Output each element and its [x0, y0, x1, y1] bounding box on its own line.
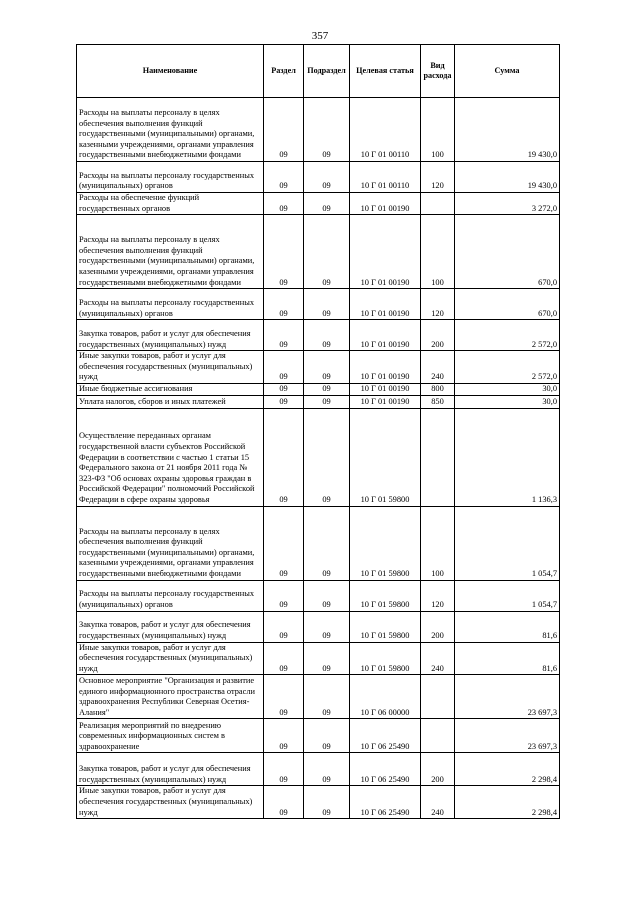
row-expense-type: 120	[421, 289, 455, 320]
row-amount: 2 572,0	[455, 351, 560, 384]
row-name: Иные бюджетные ассигнования	[77, 383, 264, 395]
row-amount: 23 697,3	[455, 719, 560, 753]
row-subsection: 09	[304, 675, 350, 719]
row-name: Иные закупки товаров, работ и услуг для обеспечения государственных (муниципальных) нужд	[77, 642, 264, 675]
row-expense-type: 100	[421, 98, 455, 162]
row-expense-type: 200	[421, 611, 455, 642]
row-amount: 30,0	[455, 383, 560, 395]
row-amount: 19 430,0	[455, 98, 560, 162]
row-name: Расходы на выплаты персоналу в целях обеспечения выполнения функций государственными (муниципальными) органами, казенными учреждениями, органами управления государственными внебюджетными фондами	[77, 98, 264, 162]
row-name: Расходы на выплаты персоналу государственных (муниципальных) органов	[77, 580, 264, 611]
row-subsection: 09	[304, 98, 350, 162]
row-subsection: 09	[304, 289, 350, 320]
row-section: 09	[264, 786, 304, 819]
row-expense-type	[421, 408, 455, 506]
table-row	[77, 289, 560, 320]
row-amount: 2 298,4	[455, 753, 560, 786]
table-row	[77, 506, 560, 580]
table-row	[77, 395, 560, 408]
row-target: 10 Г 01 59800	[350, 580, 421, 611]
row-subsection: 09	[304, 408, 350, 506]
row-section: 09	[264, 506, 304, 580]
table-row	[77, 719, 560, 753]
row-section: 09	[264, 215, 304, 289]
row-name: Расходы на выплаты персоналу в целях обеспечения выполнения функций государственными (муниципальными) органами, казенными учреждениями, органами управления государственными внебюджетными фондами	[77, 215, 264, 289]
row-subsection: 09	[304, 395, 350, 408]
row-expense-type: 120	[421, 162, 455, 193]
header-section: Раздел	[264, 45, 304, 98]
row-section: 09	[264, 289, 304, 320]
row-section: 09	[264, 675, 304, 719]
row-expense-type: 240	[421, 351, 455, 384]
page-number: 357	[311, 30, 329, 42]
row-target: 10 Г 06 00000	[350, 675, 421, 719]
row-name: Уплата налогов, сборов и иных платежей	[77, 395, 264, 408]
row-amount: 3 272,0	[455, 193, 560, 215]
row-target: 10 Г 01 00190	[350, 351, 421, 384]
table-row	[77, 351, 560, 384]
row-name: Основное мероприятие "Организация и развитие единого информационного пространства отрасли здравоохранения Республики Северная Осетия-Алания"	[77, 675, 264, 719]
row-subsection: 09	[304, 506, 350, 580]
row-expense-type: 240	[421, 642, 455, 675]
row-subsection: 09	[304, 215, 350, 289]
row-section: 09	[264, 719, 304, 753]
row-expense-type	[421, 193, 455, 215]
table-row	[77, 215, 560, 289]
row-expense-type	[421, 675, 455, 719]
header-subsection: Подраздел	[304, 45, 350, 98]
row-section: 09	[264, 351, 304, 384]
row-name: Расходы на выплаты персоналу государственных (муниципальных) органов	[77, 162, 264, 193]
row-subsection: 09	[304, 193, 350, 215]
row-section: 09	[264, 753, 304, 786]
row-section: 09	[264, 395, 304, 408]
table-row	[77, 383, 560, 395]
row-amount: 19 430,0	[455, 162, 560, 193]
table-row	[77, 408, 560, 506]
row-target: 10 Г 01 00110	[350, 162, 421, 193]
row-section: 09	[264, 611, 304, 642]
row-name: Иные закупки товаров, работ и услуг для обеспечения государственных (муниципальных) нужд	[77, 786, 264, 819]
header-expense-type: Вид расхода	[421, 45, 455, 98]
row-subsection: 09	[304, 719, 350, 753]
row-expense-type: 200	[421, 753, 455, 786]
row-name: Закупка товаров, работ и услуг для обеспечения государственных (муниципальных) нужд	[77, 753, 264, 786]
header-target: Целевая статья	[350, 45, 421, 98]
row-amount: 81,6	[455, 611, 560, 642]
row-subsection: 09	[304, 642, 350, 675]
row-target: 10 Г 01 59800	[350, 408, 421, 506]
row-section: 09	[264, 320, 304, 351]
row-amount: 1 136,3	[455, 408, 560, 506]
row-target: 10 Г 01 00190	[350, 289, 421, 320]
budget-table	[76, 44, 560, 819]
row-target: 10 Г 01 00190	[350, 215, 421, 289]
table-row	[77, 642, 560, 675]
row-amount: 1 054,7	[455, 506, 560, 580]
row-name: Осуществление переданных органам государственной власти субъектов Российской Федерации в соответствии с частью 1 статьи 15 Федерального закона от 21 ноября 2011 года № 323-ФЗ "Об основах охраны здоровья граждан в Российской Федерации" полномочий Российской Федерации в сфере охраны здоровья	[77, 408, 264, 506]
row-subsection: 09	[304, 611, 350, 642]
row-expense-type	[421, 719, 455, 753]
row-target: 10 Г 01 00190	[350, 193, 421, 215]
table-row	[77, 320, 560, 351]
row-name: Реализация мероприятий по внедрению современных информационных систем в здравоохранение	[77, 719, 264, 753]
row-section: 09	[264, 580, 304, 611]
table-row	[77, 786, 560, 819]
row-section: 09	[264, 642, 304, 675]
row-expense-type: 100	[421, 506, 455, 580]
row-subsection: 09	[304, 320, 350, 351]
table-row	[77, 580, 560, 611]
header-amount: Сумма	[455, 45, 560, 98]
row-expense-type: 800	[421, 383, 455, 395]
row-name: Иные закупки товаров, работ и услуг для обеспечения государственных (муниципальных) нужд	[77, 351, 264, 384]
row-name: Расходы на выплаты персоналу государственных (муниципальных) органов	[77, 289, 264, 320]
row-subsection: 09	[304, 383, 350, 395]
row-expense-type: 100	[421, 215, 455, 289]
row-target: 10 Г 01 59800	[350, 642, 421, 675]
row-amount: 670,0	[455, 215, 560, 289]
table-row	[77, 675, 560, 719]
row-section: 09	[264, 193, 304, 215]
row-section: 09	[264, 408, 304, 506]
header-name: Наименование	[77, 45, 264, 98]
row-amount: 2 298,4	[455, 786, 560, 819]
row-target: 10 Г 01 59800	[350, 506, 421, 580]
row-section: 09	[264, 98, 304, 162]
row-target: 10 Г 06 25490	[350, 719, 421, 753]
row-expense-type: 200	[421, 320, 455, 351]
row-target: 10 Г 01 00110	[350, 98, 421, 162]
row-name: Расходы на выплаты персоналу в целях обеспечения выполнения функций государственными (муниципальными) органами, казенными учреждениями, органами управления государственными внебюджетными фондами	[77, 506, 264, 580]
row-subsection: 09	[304, 162, 350, 193]
row-amount: 670,0	[455, 289, 560, 320]
row-expense-type: 240	[421, 786, 455, 819]
row-amount: 81,6	[455, 642, 560, 675]
table-row	[77, 98, 560, 162]
table-row	[77, 193, 560, 215]
row-name: Закупка товаров, работ и услуг для обеспечения государственных (муниципальных) нужд	[77, 611, 264, 642]
row-subsection: 09	[304, 753, 350, 786]
row-target: 10 Г 01 59800	[350, 611, 421, 642]
row-amount: 2 572,0	[455, 320, 560, 351]
table-row	[77, 611, 560, 642]
row-target: 10 Г 06 25490	[350, 753, 421, 786]
row-name: Закупка товаров, работ и услуг для обеспечения государственных (муниципальных) нужд	[77, 320, 264, 351]
row-subsection: 09	[304, 580, 350, 611]
row-name: Расходы на обеспечение функций государственных органов	[77, 193, 264, 215]
table-header-row	[77, 45, 560, 98]
row-amount: 23 697,3	[455, 675, 560, 719]
row-target: 10 Г 01 00190	[350, 383, 421, 395]
row-expense-type: 120	[421, 580, 455, 611]
row-subsection: 09	[304, 351, 350, 384]
row-amount: 30,0	[455, 395, 560, 408]
table-row	[77, 753, 560, 786]
row-target: 10 Г 06 25490	[350, 786, 421, 819]
row-subsection: 09	[304, 786, 350, 819]
row-target: 10 Г 01 00190	[350, 320, 421, 351]
row-target: 10 Г 01 00190	[350, 395, 421, 408]
row-amount: 1 054,7	[455, 580, 560, 611]
row-section: 09	[264, 162, 304, 193]
table-row	[77, 162, 560, 193]
row-section: 09	[264, 383, 304, 395]
row-expense-type: 850	[421, 395, 455, 408]
